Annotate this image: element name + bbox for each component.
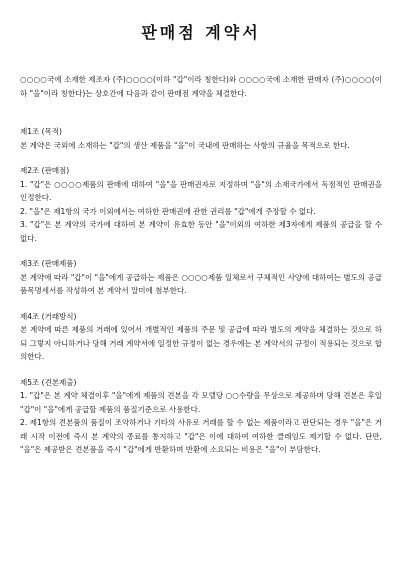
article-paragraph: 2. "을"은 제1항의 국가 이외에서는 여하한 판매권에 관한 권리를 "갑"에게 주장할 수 없다. — [20, 206, 316, 216]
intro-paragraph: ○○○○국에 소재한 제조자 (주)○○○○(이하 "갑"이라 칭한다)와 ○○○○국에 소재한 판매자 (주)○○○○(이하 "을"이라 칭한다)는 상호간에 다음과 같이 판매점 계약을 체결한다. — [20, 75, 382, 98]
article-paragraph: 본 계약에 따른 제품의 거래에 있어서 개별적인 제품의 주문 및 공급에 따라 별도의 계약을 체결하는 것으로 하되 그렇지 아니하거나 당해 거래 계약서에 일정한 규정이 없는 경우에는 본 계약서의 규정이 적용되는 것으로 합의한다. — [20, 325, 382, 361]
article-3 — [20, 257, 382, 298]
article-paragraph: 본 계약은 국외에 소재하는 "갑"의 생산 제품을 "을"이 국내에 판매하는 사항의 규율을 목적으로 한다. — [20, 140, 350, 150]
article-4 — [20, 310, 382, 364]
article-paragraph: 1. "갑"은 ○○○○제품의 판매에 대하여 "을"을 판매권자로 지정하며 "을"의 소재국가에서 독점적인 판매권을 인정한다. — [20, 179, 382, 202]
article-heading: 제5조 (견본제출) — [20, 377, 77, 387]
article-heading: 제1조 (목적) — [20, 127, 62, 136]
article-2 — [20, 164, 382, 245]
article-heading: 제3조 (판매제품) — [20, 259, 77, 268]
article-paragraph: 본 계약에 따라 "갑"이 "을"에게 공급하는 제품은 ○○○○제품 일체로서 구체적인 사양에 대하여는 별도의 공급 품목명세서를 작성하여 본 계약서 말미에 첨부한다. — [20, 272, 382, 295]
article-paragraph: 1. "갑"은 본 계약 체결이후 "을"에게 제품의 견본을 각 모델당 ○○수량을 무상으로 제공하며 당해 견본은 후일 "갑"이 "을"에게 공급할 제품의 품질기준으로 사용한다. — [20, 391, 382, 414]
article-paragraph: 2. 제1항의 견본품의 품질이 조악하거나 기타의 사유로 거래를 할 수 없는 제품이라고 판단되는 경우 "을"은 거래 시작 이전에 즉시 본 계약의 종료를 통지하고 "갑"은 이에 대하여 여하한 클레임도 제기할 수 없다. 단만, "을"은 제공받은 견본품을 즉시 "갑"에게 반환하며 반환에 소요되는 비용은 "을"이 부담한다. — [20, 418, 382, 454]
document-title: 판매점 계약서 — [141, 23, 261, 42]
article-heading: 제4조 (거래방식) — [20, 311, 77, 321]
article-heading: 제2조 (판매점) — [20, 166, 70, 175]
article-5 — [20, 376, 382, 457]
article-paragraph: 3. "갑"은 본 계약의 국가에 대하여 본 계약이 유효한 동안 "을"이외의 여하한 제3자에게 제품의 공급을 할 수 없다. — [20, 220, 382, 243]
article-1 — [20, 125, 382, 152]
